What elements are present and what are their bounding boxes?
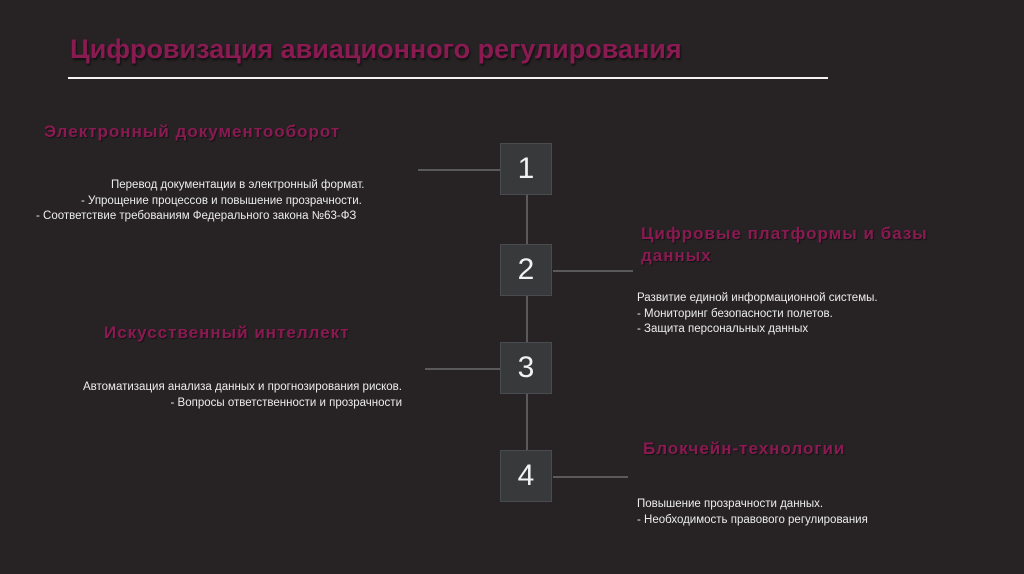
step-box-1: 1 — [500, 143, 552, 195]
step-2-description — [637, 291, 977, 338]
step-2-line-3: - Защита персональных данных — [637, 323, 809, 335]
connector-1 — [418, 169, 500, 171]
step-4-heading: Блокчейн-технологии — [643, 439, 846, 458]
step-1-line-1: Перевод документации в электронный формат. — [111, 179, 365, 191]
title-underline — [68, 77, 828, 79]
page-title: Цифровизация авиационного регулирования — [70, 34, 682, 64]
step-2-heading: Цифровые платформы и базы данных — [641, 224, 928, 265]
step-box-3: 3 — [500, 342, 552, 394]
timeline-spine — [526, 170, 528, 475]
connector-2 — [553, 270, 633, 272]
step-3-description — [40, 380, 402, 411]
step-1-line-2: - Упрощение процессов и повышение прозрачности. — [81, 194, 362, 207]
step-1-description — [36, 178, 406, 225]
step-4-line-2: - Необходимость правового регулирования — [637, 513, 868, 526]
step-3-heading: Искусственный интеллект — [104, 323, 350, 342]
step-2-line-2: - Мониторинг безопасности полетов. — [637, 307, 833, 320]
step-3-line-2: - Вопросы ответственности и прозрачности — [170, 396, 402, 409]
step-4-description — [637, 497, 977, 528]
step-1-heading: Электронный документооборот — [44, 122, 341, 141]
connector-4 — [553, 476, 628, 478]
step-box-4: 4 — [500, 450, 552, 502]
step-box-2: 2 — [500, 244, 552, 296]
step-3-line-1: Автоматизация анализа данных и прогнозирования рисков. — [82, 381, 402, 393]
step-2-line-1: Развитие единой информационной системы. — [637, 292, 878, 304]
connector-3 — [425, 368, 500, 370]
step-4-line-1: Повышение прозрачности данных. — [637, 498, 824, 510]
step-1-line-3: - Соответствие требованиям Федерального закона №63-ФЗ — [36, 210, 357, 222]
